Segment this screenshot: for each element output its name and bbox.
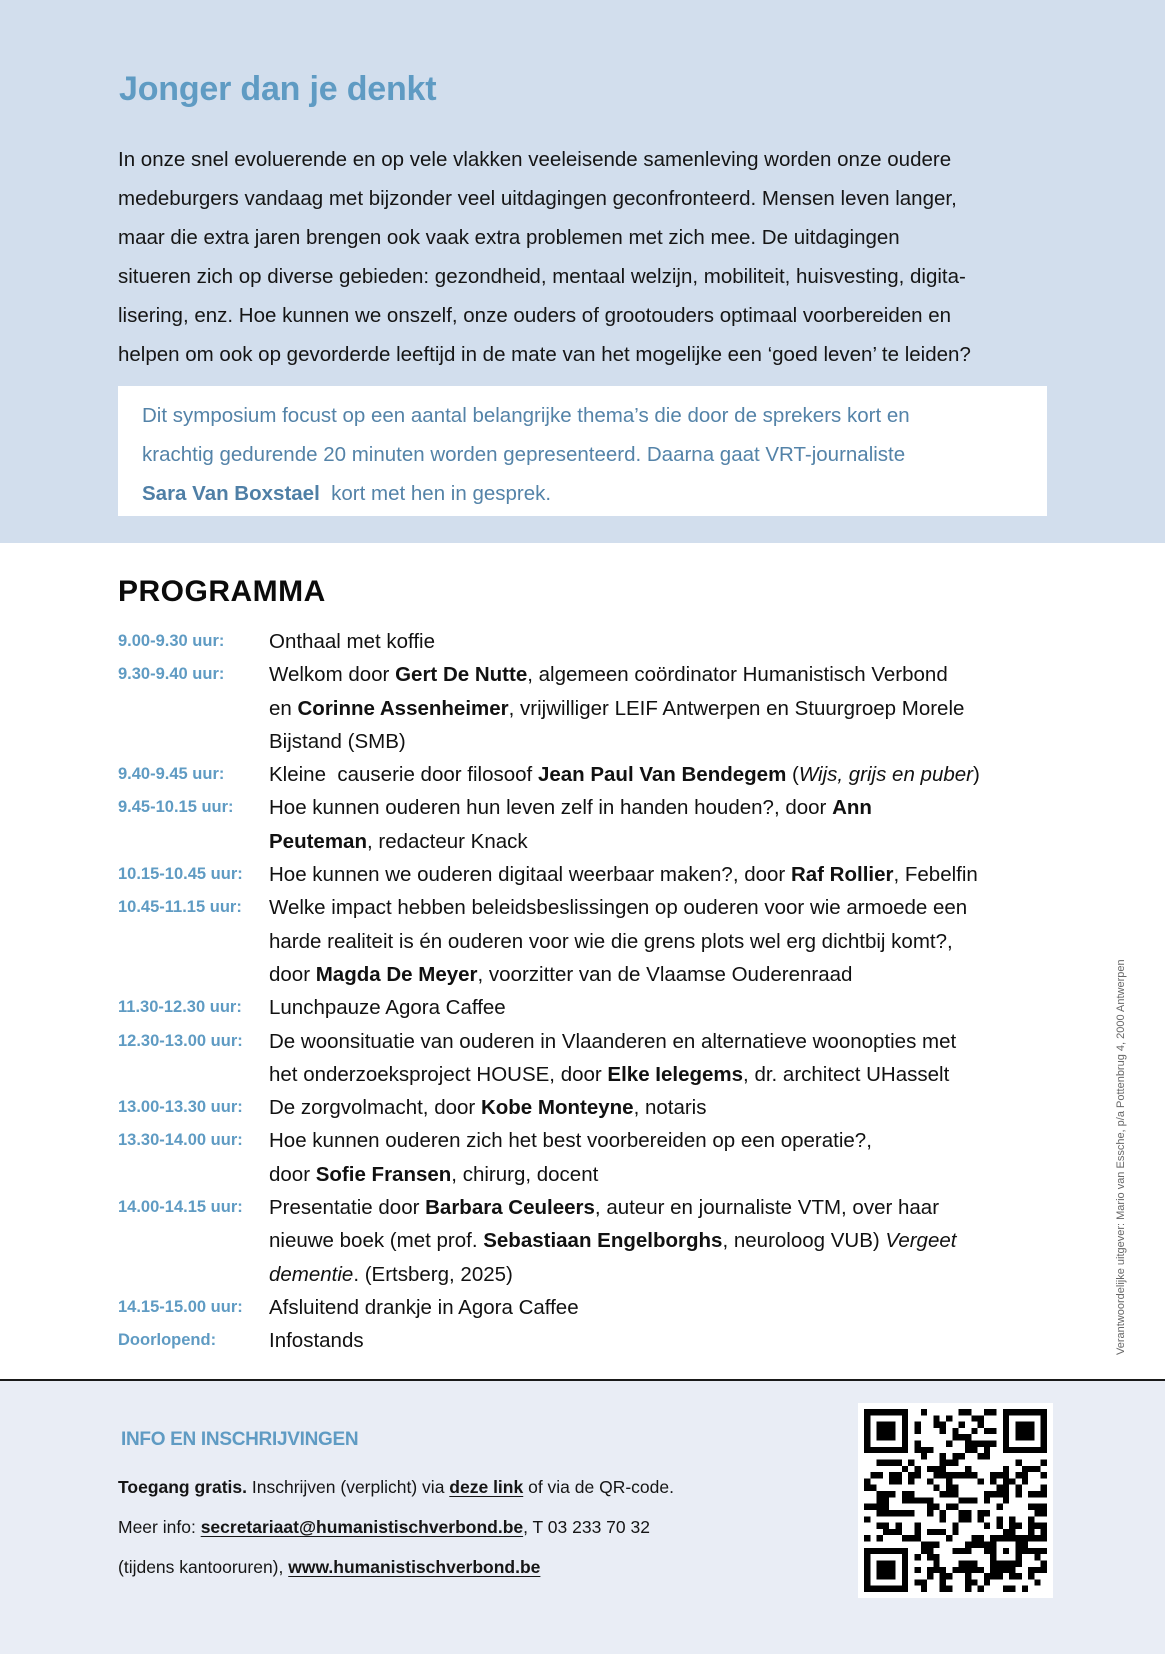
publisher-note: Verantwoordelijke uitgever: Mario van Essche, p/a Pottenbrug 4, 2000 Antwerpen <box>1115 959 1127 1355</box>
description-text: , chirurg, docent <box>451 1162 599 1186</box>
book-title: Wijs, grijs en puber <box>798 763 973 787</box>
description-text: en <box>269 696 298 720</box>
program-time: 13.00-13.30 uur: <box>118 1098 243 1117</box>
description-text: De zorgvolmacht, door <box>269 1096 481 1120</box>
description-text: harde realiteit is én ouderen voor wie die grens plots wel erg dichtbij komt?, <box>269 929 953 953</box>
description-text: Infostands <box>269 1329 364 1353</box>
program-item <box>118 891 1058 991</box>
intro-band <box>0 0 1165 543</box>
description-line <box>269 1091 1058 1124</box>
description-text: Afsluitend drankje in Agora Caffee <box>269 1295 579 1319</box>
book-title: Vergeet <box>885 1229 957 1253</box>
program-time: 10.15-10.45 uur: <box>118 865 243 884</box>
info-line <box>118 1467 674 1507</box>
speaker-name: Elke Ielegems <box>607 1062 744 1086</box>
program-item <box>118 1291 1058 1324</box>
free-access: Toegang gratis. <box>118 1477 247 1497</box>
program-time: 14.00-14.15 uur: <box>118 1198 243 1217</box>
program-time: 14.15-15.00 uur: <box>118 1297 243 1316</box>
program-item <box>118 1025 1058 1092</box>
speaker-name: Jean Paul Van Bendegem <box>537 763 787 787</box>
program-time: 11.30-12.30 uur: <box>118 998 242 1017</box>
description-line <box>269 725 1058 758</box>
registration-link[interactable]: deze link <box>449 1477 524 1497</box>
highlight-text: kort met hen in gesprek. <box>319 482 552 505</box>
description-text: , neuroloog VUB) <box>722 1229 886 1253</box>
highlight-line <box>142 474 1023 513</box>
program-description <box>269 858 1058 891</box>
description-line <box>269 692 1058 725</box>
description-line <box>269 1258 1058 1291</box>
intro-line: In onze snel evoluerende en op vele vlakken veeleisende samenleving worden onze oudere <box>118 148 952 171</box>
description-text: , dr. architect UHasselt <box>743 1062 950 1086</box>
intro-paragraph <box>118 140 1053 374</box>
program-time: 10.45-11.15 uur: <box>118 898 242 917</box>
program-description <box>269 758 1058 791</box>
description-text: Welke impact hebben beleidsbeslissingen op ouderen voor wie armoede een <box>269 896 968 920</box>
description-line <box>269 925 1058 958</box>
description-text: Bijstand (SMB) <box>269 729 406 753</box>
description-text: ( <box>786 763 799 787</box>
program-description <box>269 1124 1058 1191</box>
intro-line: lisering, enz. Hoe kunnen we onszelf, onze ouders of grootouders optimaal voorbereiden en <box>118 304 952 327</box>
info-line <box>118 1547 674 1587</box>
info-line <box>118 1507 674 1547</box>
qr-code[interactable] <box>858 1403 1053 1598</box>
program-description <box>269 1324 1058 1357</box>
description-line <box>269 791 1058 824</box>
description-text: het onderzoeksproject HOUSE, door <box>269 1062 608 1086</box>
description-text: Kleine causerie door filosoof <box>269 763 538 787</box>
qr-code-icon <box>864 1409 1047 1592</box>
program-time: 9.40-9.45 uur: <box>118 765 225 784</box>
speaker-name: Sofie Fransen <box>315 1162 452 1186</box>
intro-line: situeren zich op diverse gebieden: gezondheid, mentaal welzijn, mobiliteit, huisvesting, digita- <box>118 265 966 288</box>
description-line <box>269 1124 1058 1157</box>
speaker-name: Gert De Nutte <box>395 663 528 687</box>
page-title: Jonger dan je denkt <box>119 70 437 108</box>
speaker-name: Kobe Monteyne <box>480 1096 634 1120</box>
speaker-name: Ann <box>832 796 872 820</box>
program-item <box>118 991 1058 1024</box>
speaker-name: Corinne Assenheimer <box>297 696 509 720</box>
info-text-part: Inschrijven (verplicht) via <box>247 1477 450 1497</box>
phone-number: , T 03 233 70 32 <box>523 1517 650 1537</box>
program-item <box>118 1324 1058 1357</box>
program-item <box>118 1191 1058 1291</box>
info-text-part: Meer info: <box>118 1517 201 1537</box>
info-text-part: (tijdens kantooruren), <box>118 1557 289 1577</box>
info-footer <box>0 1381 1165 1654</box>
program-item <box>118 625 1058 658</box>
description-text: Hoe kunnen ouderen hun leven zelf in handen houden?, door <box>269 796 833 820</box>
email-link[interactable]: secretariaat@humanistischverbond.be <box>200 1517 524 1537</box>
program-time: 9.30-9.40 uur: <box>118 665 225 684</box>
program-time: 12.30-13.00 uur: <box>118 1031 243 1050</box>
description-text: , algemeen coördinator Humanistisch Verbond <box>527 663 948 687</box>
description-text: Welkom door <box>269 663 396 687</box>
program-item <box>118 1124 1058 1191</box>
program-time: 9.45-10.15 uur: <box>118 798 234 817</box>
speaker-name: Sebastiaan Engelborghs <box>483 1229 723 1253</box>
description-text: , voorzitter van de Vlaamse Ouderenraad <box>477 962 853 986</box>
program-item <box>118 758 1058 791</box>
intro-line: maar die extra jaren brengen ook vaak extra problemen met zich mee. De uitdagingen <box>118 226 900 249</box>
description-line <box>269 1224 1058 1257</box>
description-text: , auteur en journaliste VTM, over haar <box>594 1196 940 1220</box>
description-text: . (Ertsberg, 2025) <box>353 1262 513 1286</box>
website-link[interactable]: www.humanistischverbond.be <box>288 1557 541 1577</box>
book-title: dementie <box>269 1262 354 1286</box>
program-description <box>269 1191 1058 1291</box>
program-description <box>269 1291 1058 1324</box>
speaker-name: Raf Rollier <box>790 863 894 887</box>
description-line <box>269 958 1058 991</box>
description-line <box>269 625 1058 658</box>
program-item <box>118 1091 1058 1124</box>
highlight-line: Dit symposium focust op een aantal belangrijke thema’s die door de sprekers kort en <box>142 404 910 427</box>
description-line <box>269 825 1058 858</box>
program-description <box>269 991 1058 1024</box>
description-text: , redacteur Knack <box>366 829 528 853</box>
speaker-name: Magda De Meyer <box>315 962 478 986</box>
program-title: PROGRAMMA <box>118 575 326 608</box>
description-text: Hoe kunnen ouderen zich het best voorbereiden op een operatie?, <box>269 1129 872 1153</box>
description-line <box>269 891 1058 924</box>
highlight-line: krachtig gedurende 20 minuten worden gepresenteerd. Daarna gaat VRT-journaliste <box>142 443 906 466</box>
highlight-box <box>118 386 1047 516</box>
description-text: Hoe kunnen we ouderen digitaal weerbaar maken?, door <box>269 863 791 887</box>
description-line <box>269 1058 1058 1091</box>
description-text: , notaris <box>633 1096 707 1120</box>
description-line <box>269 858 1058 891</box>
description-text: , vrijwilliger LEIF Antwerpen en Stuurgroep Morele <box>508 696 965 720</box>
description-text: ) <box>972 763 980 787</box>
program-item <box>118 858 1058 891</box>
speaker-name: Barbara Ceuleers <box>425 1196 595 1220</box>
description-text: Lunchpauze Agora Caffee <box>269 996 506 1020</box>
description-line <box>269 658 1058 691</box>
description-line <box>269 991 1058 1024</box>
description-text: door <box>269 1162 316 1186</box>
program-time: 13.30-14.00 uur: <box>118 1131 243 1150</box>
program-item <box>118 658 1058 758</box>
info-text <box>118 1467 674 1587</box>
program-description <box>269 891 1058 991</box>
description-line <box>269 758 1058 791</box>
description-text: door <box>269 962 316 986</box>
description-line <box>269 1158 1058 1191</box>
program-time: Doorlopend: <box>118 1331 217 1350</box>
description-text: De woonsituatie van ouderen in Vlaanderen en alternatieve woonopties met <box>269 1029 957 1053</box>
program-time: 9.00-9.30 uur: <box>118 632 225 650</box>
description-text: , Febelfin <box>893 863 978 887</box>
program-description <box>269 1025 1058 1092</box>
description-line <box>269 1025 1058 1058</box>
journalist-name: Sara Van Boxstael <box>142 482 320 505</box>
program-item <box>118 791 1058 858</box>
program-description <box>269 658 1058 758</box>
description-line <box>269 1191 1058 1224</box>
speaker-name: Peuteman <box>269 829 367 853</box>
program-description <box>269 791 1058 858</box>
description-text: Onthaal met koffie <box>269 630 435 653</box>
program-description <box>269 1091 1058 1124</box>
info-title: INFO EN INSCHRIJVINGEN <box>121 1429 359 1450</box>
description-text: nieuwe boek (met prof. <box>269 1229 484 1253</box>
info-text-part: of via de QR-code. <box>523 1477 674 1497</box>
program-schedule <box>118 625 1058 1358</box>
program-description <box>269 625 1058 658</box>
description-line <box>269 1291 1058 1324</box>
intro-line: medeburgers vandaag met bijzonder veel uitdagingen geconfronteerd. Mensen leven langer, <box>118 187 957 210</box>
description-line <box>269 1324 1058 1357</box>
description-text: Presentatie door <box>269 1196 426 1220</box>
intro-line: helpen om ook op gevorderde leeftijd in de mate van het mogelijke een ‘goed leven’ te leiden? <box>118 343 971 366</box>
